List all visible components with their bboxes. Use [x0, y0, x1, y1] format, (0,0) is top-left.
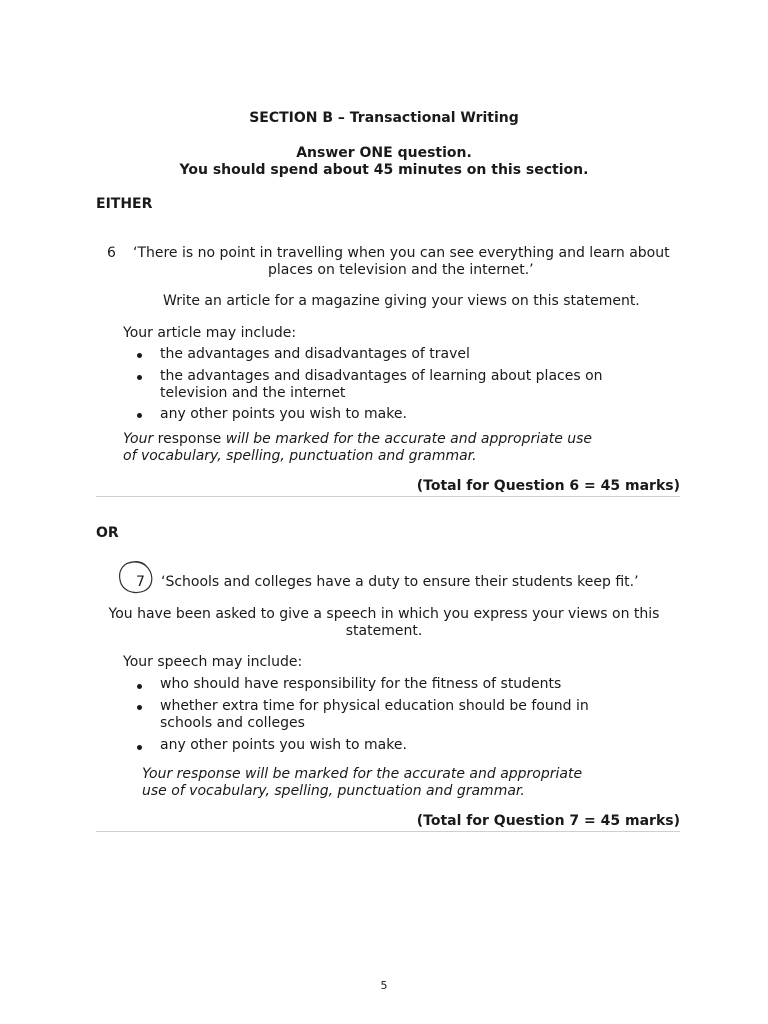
question-7-bullet-1: who should have responsibility for the fitness of students [160, 676, 562, 692]
or-label: OR [96, 525, 119, 541]
bullet-marker [137, 353, 142, 358]
question-6-total: (Total for Question 6 = 45 marks) [416, 478, 680, 494]
question-7-marking-line-2: use of vocabulary, spelling, punctuation and grammar. [142, 783, 525, 799]
marking-word-your: Your [123, 431, 154, 447]
marking-word-response: response [157, 431, 222, 447]
question-7-intro: Your speech may include: [123, 654, 303, 670]
question-6-intro: Your article may include: [123, 325, 297, 341]
instruction-line-1: Answer ONE question. [296, 145, 472, 161]
instruction-line-2: You should spend about 45 minutes on this section. [179, 162, 589, 178]
question-6-bullet-2: the advantages and disadvantages of learning about places on [160, 368, 603, 384]
question-6-quote-line-1: ‘There is no point in travelling when you can see everything and learn about [133, 245, 670, 261]
marking-rest: will be marked for the accurate and appropriate use [225, 431, 593, 447]
question-7-bullet-2-cont: schools and colleges [160, 715, 305, 731]
question-6-marking-line-1 [123, 431, 592, 447]
bullet-marker [137, 413, 142, 418]
question-7-number: 7 [136, 574, 145, 590]
question-6-task: Write an article for a magazine giving your views on this statement. [163, 293, 640, 309]
question-7-task-line-1: You have been asked to give a speech in which you express your views on this [108, 606, 660, 622]
question-7-bullet-3: any other points you wish to make. [160, 737, 407, 753]
page-number: 5 [380, 979, 388, 992]
question-6-bullet-3: any other points you wish to make. [160, 406, 407, 422]
question-7-marking-line-1: Your response will be marked for the accurate and appropriate [142, 766, 583, 782]
question-7-quote: ‘Schools and colleges have a duty to ensure their students keep fit.’ [161, 574, 639, 590]
either-label: EITHER [96, 196, 153, 212]
question-7-bullet-2: whether extra time for physical education should be found in [160, 698, 589, 714]
question-6-marking-line-2: of vocabulary, spelling, punctuation and grammar. [123, 448, 477, 464]
question-7-task-line-2: statement. [345, 623, 423, 639]
question-6-bullet-1: the advantages and disadvantages of travel [160, 346, 470, 362]
divider [96, 496, 680, 497]
bullet-marker [137, 705, 142, 710]
question-6-number: 6 [107, 245, 116, 261]
bullet-marker [137, 684, 142, 689]
bullet-marker [137, 745, 142, 750]
bullet-marker [137, 375, 142, 380]
question-6-quote-line-2: places on television and the internet.’ [268, 262, 534, 278]
question-6-bullet-2-cont: television and the internet [160, 385, 346, 401]
divider [96, 831, 680, 832]
section-title: SECTION B – Transactional Writing [249, 110, 519, 126]
question-7-total: (Total for Question 7 = 45 marks) [416, 813, 680, 829]
